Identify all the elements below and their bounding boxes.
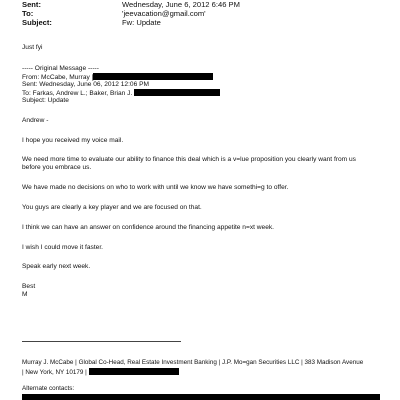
paragraph-speak: Speak early next week. [22,263,91,270]
paragraph-decisions: We have made no decisions on who to work with until we know we have somethi=g to offer. [22,184,289,191]
subject-header-row [22,18,161,27]
sent-label: Sent: [22,0,41,9]
paragraph-voicemail: I hope you received my voice mail. [22,137,124,144]
redaction-bar [93,73,213,80]
paragraph-finance-line2: before you embrace us. [22,164,92,171]
signature-address-text: | New York, NY 10179 | [22,369,87,376]
sent-value: Wednesday, June 6, 2012 6:46 PM [122,0,240,9]
paragraph-faster: I wish I could move it faster. [22,244,103,251]
sender-initial: M [22,291,28,298]
redaction-bar [22,394,380,400]
signature-divider [22,341,181,342]
original-sent-line: Sent: Wednesday, June 06, 2012 12:06 PM [22,81,149,88]
closing: Best [22,283,36,290]
signature-line1: Murray J. McCabe | Global Co-Head, Real Estate Investment Banking | J.P. Mo=gan Securities LLC | 383 Madison Avenue [22,359,364,366]
original-from-text: From: McCabe, Murray [ [22,74,94,81]
redaction-bar [134,89,220,96]
to-header-row [22,9,206,18]
to-label: To: [22,9,34,18]
paragraph-answer: I think we can have an answer on confidence around the financing appetite n=xt week. [22,224,275,231]
greeting: Andrew - [22,117,49,124]
paragraph-key-player: You guys are clearly a key player and we are focused on that. [22,204,202,211]
subject-label: Subject: [22,18,52,27]
original-subject-line: Subject: Update [22,97,69,104]
to-value: 'jeevacation@gmail.com' [122,9,206,18]
alternate-contacts-label: Alternate contacts: [22,385,75,392]
redaction-bar [89,368,179,375]
subject-value: Fw: Update [122,18,161,27]
paragraph-finance-line1: We need more time to evaluate our ability to finance this deal which is a v=lue proposition you clearly want from us [22,156,356,163]
intro-text: Just fyi [22,44,43,51]
sent-header-row [22,0,240,9]
original-message-divider: ----- Original Message ----- [22,65,99,72]
signature-line2 [22,368,179,377]
original-to-text: To: Farkas, Andrew L.; Baker, Brian J. [22,90,133,97]
